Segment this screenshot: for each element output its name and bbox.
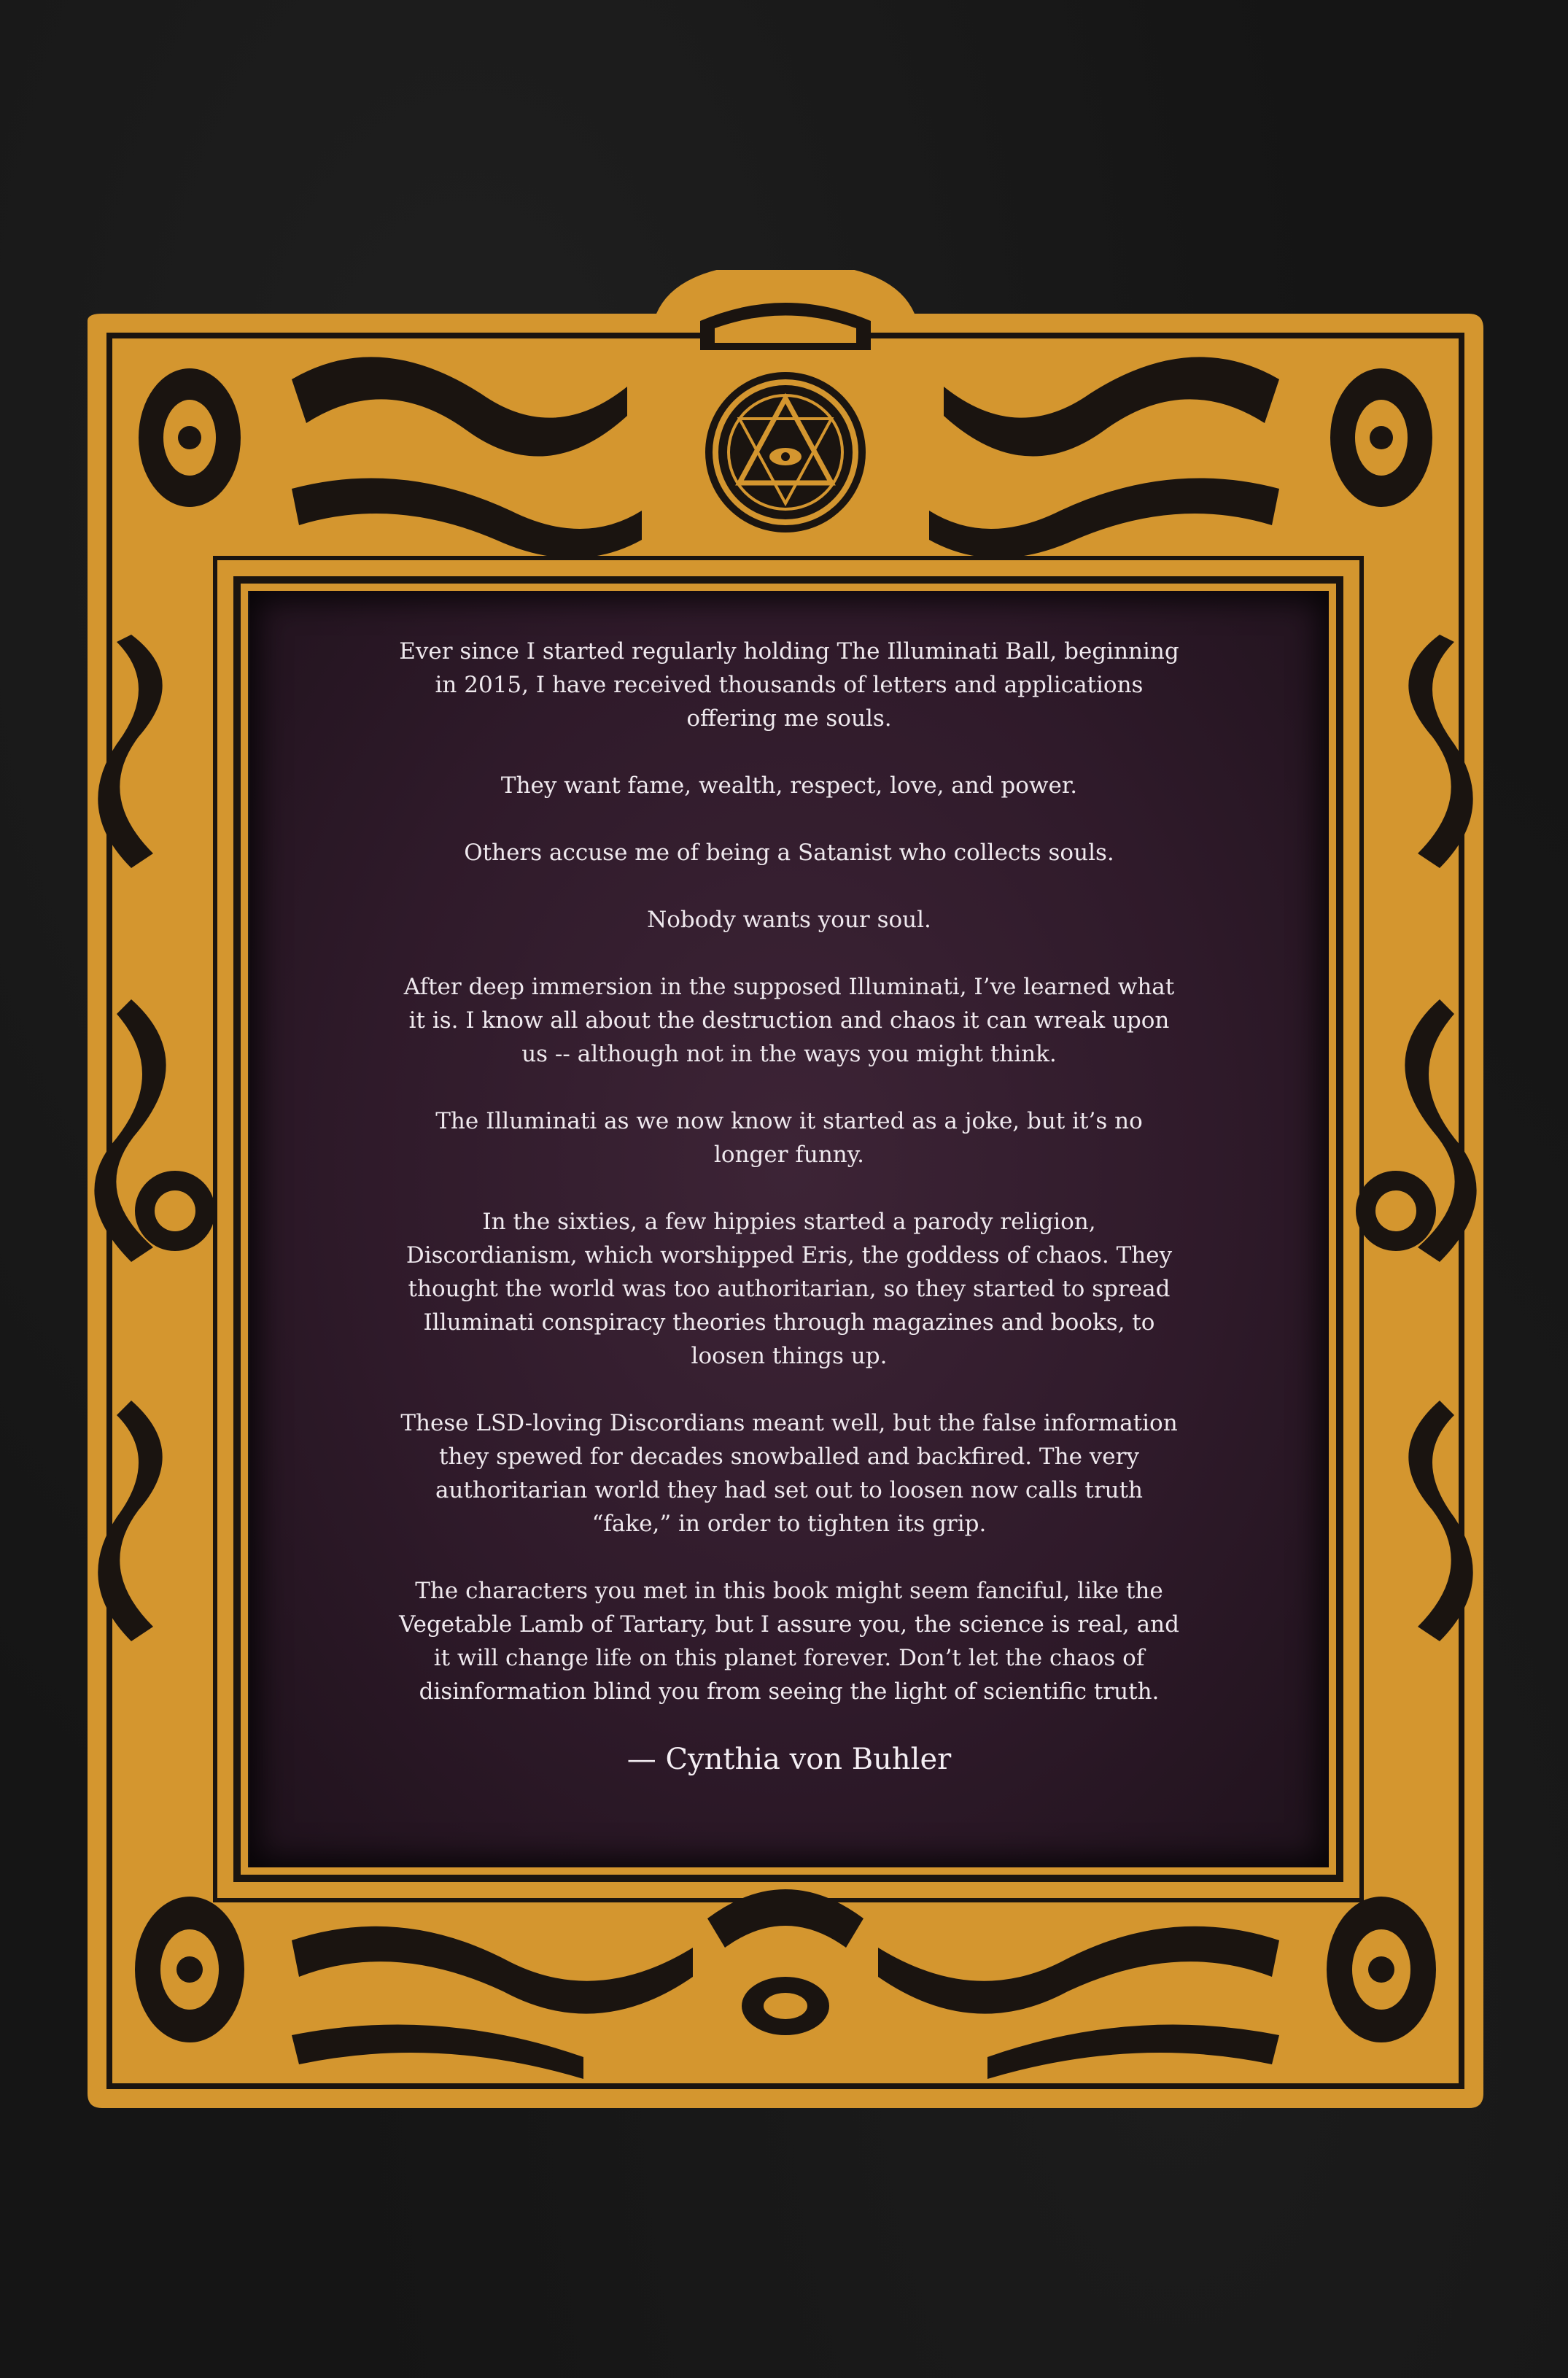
letter-paragraph: The Illuminati as we now know it started as a joke, but it’s no longer funny.	[435, 1108, 1143, 1168]
letter-paragraph: After deep immersion in the supposed Illuminati, I’ve learned what it is. I know all about the destruction and chaos it can wreak upon us -- although not in the ways you might think.	[403, 974, 1175, 1067]
letter-paragraph: These LSD-loving Discordians meant well, but the false information they spewed for decades snowballed and backfired. The very authoritarian world they had set out to loosen now calls truth “fake,” in order to tighten its grip.	[400, 1410, 1178, 1537]
letter-paragraph: The characters you met in this book might seem fanciful, like the Vegetable Lamb of Tartary, but I assure you, the science is real, and it will change life on this planet forever. Don’t let the chaos of disinformation blind you from seeing the light of scientific truth.	[399, 1578, 1179, 1705]
letter-paragraph: Ever since I started regularly holding The Illuminati Ball, beginning in 2015, I have received thousands of letters and applications offering me souls.	[399, 638, 1179, 732]
letter-paragraph: In the sixties, a few hippies started a parody religion, Discordianism, which worshipped Eris, the goddess of chaos. They thought the world was too authoritarian, so they started to spread Illuminati conspiracy theories through magazines and books, to loosen things up.	[405, 1209, 1173, 1369]
letter-paragraph: They want fame, wealth, respect, love, and power.	[500, 772, 1078, 799]
letter-paragraph: Nobody wants your soul.	[647, 907, 931, 933]
letter-body	[395, 635, 1183, 1742]
signature: — Cynthia von Buhler	[626, 1743, 952, 1776]
letter-paragraph: Others accuse me of being a Satanist who collects souls.	[464, 840, 1114, 866]
eye-of-providence-icon	[705, 372, 866, 532]
